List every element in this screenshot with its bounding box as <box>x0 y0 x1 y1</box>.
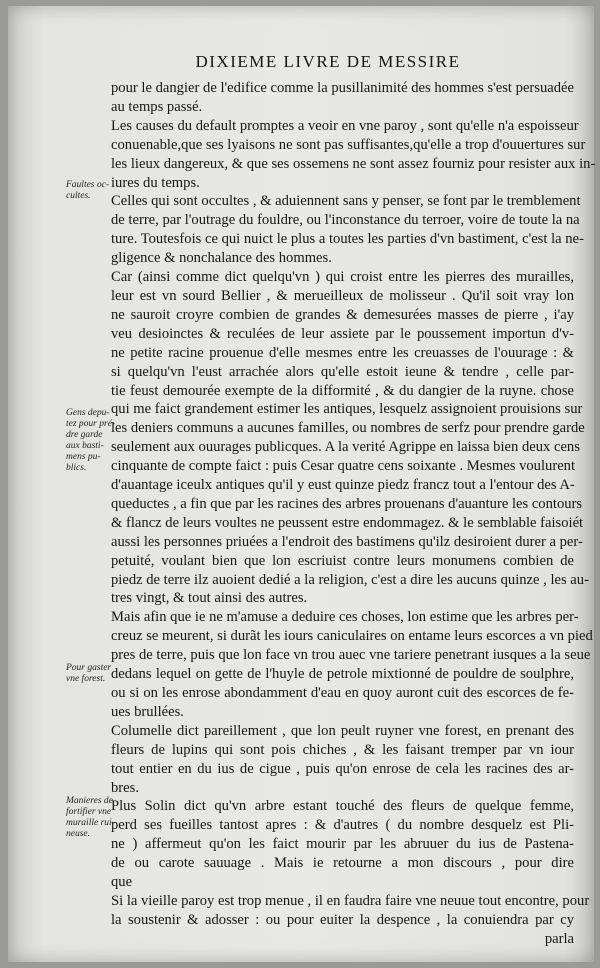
text-line: ture. Toutesfois ce qui nuict le plus a toutes les parties d'vn bastiment, c'est la ne- <box>111 231 584 248</box>
text-line: Plus Solin dict qu'vn arbre estant touché des fleurs de quelque femme, <box>111 798 574 815</box>
text-line: Les causes du default promptes a veoir en vne paroy , sont qu'elle n'a espoisseur <box>111 117 579 134</box>
text-line: tie feust demourée exempte de la difformité , & du dangier de la ruyne. chose <box>111 382 574 399</box>
running-head: DIXIEME LIVRE DE MESSIRE <box>195 52 461 71</box>
text-line: ne petite racine prouenue d'elle mesmes entre les creuasses de l'ouurage : & <box>111 344 574 361</box>
text-line: pres de terre, puis que lon face vn trou auec vne tariere penetrant iusques a la seue <box>111 647 591 664</box>
text-line: & flancz de leurs voultes ne peussent estre endommagez. & le semblable faisoiét <box>111 514 584 531</box>
text-line: qui me faict grandement estimer les antiques, lesquelz assignoient prouisions sur <box>111 401 583 418</box>
text-line: piedz de terre ilz auoient dedié a la religion, c'est a dire les aucuns quinze , les au- <box>111 571 589 588</box>
text-line: aussi les personnes priuées a l'endroit des bastimens qu'ilz desiroient durer a per- <box>111 533 583 550</box>
text-line: petuité, voulant bien que lon escriuist contre leurs monumens combien de <box>111 552 574 569</box>
text-line: conuenable,que ses lyaisons ne sont pas suffisantes,qu'elle a trop d'ouuertures sur <box>111 136 586 153</box>
book-page <box>8 6 594 962</box>
text-line: si quelqu'vn l'eust arrachée alors qu'elle estoit ieune & tendre , celle par- <box>111 363 574 380</box>
text-line: gligence & nonchalance des hommes. <box>111 250 332 267</box>
text-line: de ou carote sauuage . Mais ie retourne a mon discours , pour dire <box>111 855 574 872</box>
text-line: leur est vn sourd Bellier , & merueilleux de molisseur . Qu'il soit vray lon <box>111 287 574 304</box>
margin-note-gens-deputez: Gens depu- tez pour pré- dre garde aux basti- mens pu- blics. <box>66 408 116 473</box>
text-line: perd ses fueilles tantost apres : & d'autres ( du nombre desquelz est Pli- <box>111 817 574 834</box>
text-line: d'auantage iceulx antiques qu'il y eust quinze piedz francz tout a l'entour des A- <box>111 477 575 494</box>
text-line: bres. <box>111 779 139 796</box>
text-line: fleurs de lupins qui sont pois chiches , & les faisant tremper par vn iour <box>111 741 574 758</box>
text-line: que <box>111 874 133 891</box>
catchword: parla <box>544 930 574 947</box>
text-line: la soustenir & adosser : ou pour euiter la despence , la conuiendra par cy <box>111 911 574 928</box>
margin-note-faultes-occultes: Faultes oc- cultes. <box>66 180 110 201</box>
text-line: tout entier en du ius de cigue , puis qu'on enrose de cela les racines des ar- <box>111 760 574 777</box>
text-line: iures du temps. <box>111 174 200 191</box>
margin-note-manieres: Manieres de fortifier vne muraille rui- neuse. <box>66 796 115 839</box>
text-line: dedans lequel on gette de l'huyle de petrole mixtionné de pouldre de soulphre, <box>111 666 574 683</box>
text-line: au temps passé. <box>111 98 203 115</box>
text-line: ne sauroit croyre combien de grandes & demesurées masses de pierre , i'ay <box>111 306 574 323</box>
text-line: pour le dangier de l'edifice comme la pusillanimité des hommes s'est persuadée <box>111 80 574 96</box>
text-line: les deniers communs a aucunes familles, ou nombres de serfz pour prendre garde <box>111 420 585 437</box>
text-line: les lieux dangereux, & que ses ossemens ne sont assez fourniz pour resister aux in- <box>111 155 596 172</box>
text-line: Celles qui sont occultes , & aduiennent sans y penser, se font par le tremblement <box>111 193 581 210</box>
text-line: Mais afin que ie ne m'amuse a deduire ces choses, lon estime que les arbres per- <box>111 609 579 626</box>
text-line: seulement aux ouurages publicques. A la verité Agrippe en laissa bien deux cens <box>111 439 580 456</box>
text-line: cinquante de compte faict : puis Cesar quatre cens soixante . Mesmes voulurent <box>111 458 576 475</box>
text-line: creuz se meurent, si durãt les iours caniculaires on entame leurs escorces a vn pied <box>111 628 593 645</box>
text-line: ou si on les enrose abondamment d'eau en quoy auront cuit des escorces de fe- <box>111 685 574 701</box>
text-line: ne ) affermeut qu'on les faict mourir par les abruuer du ius de Pastena- <box>111 836 574 853</box>
text-line: Car (ainsi comme dict quelqu'vn ) qui croist entre les pierres des murailles, <box>111 269 574 286</box>
text-line: tres vingt, & tout ainsi des autres. <box>111 590 308 607</box>
text-line: Columelle dict pareillement , que lon peult ruyner vne forest, en prenant des <box>111 722 574 739</box>
text-line: de terre, par l'outrage du fouldre, ou l'inconstance du terroer, voire de toute la na <box>111 212 580 229</box>
main-text <box>111 79 596 949</box>
text-line: Si la vieille paroy est trop menue , il en faudra faire vne neuue tout encontre, pour <box>111 892 590 909</box>
text-line: queductes , a fin que par les racines des arbres prouenans d'auanture les contours <box>111 495 583 512</box>
margin-note-pour-gaster: Pour gaster vne forest. <box>66 663 112 684</box>
text-line: ues brullées. <box>111 703 184 720</box>
text-line: veu desioinctes & reculées de leur assiete par le poussement importun d'v- <box>111 325 574 342</box>
